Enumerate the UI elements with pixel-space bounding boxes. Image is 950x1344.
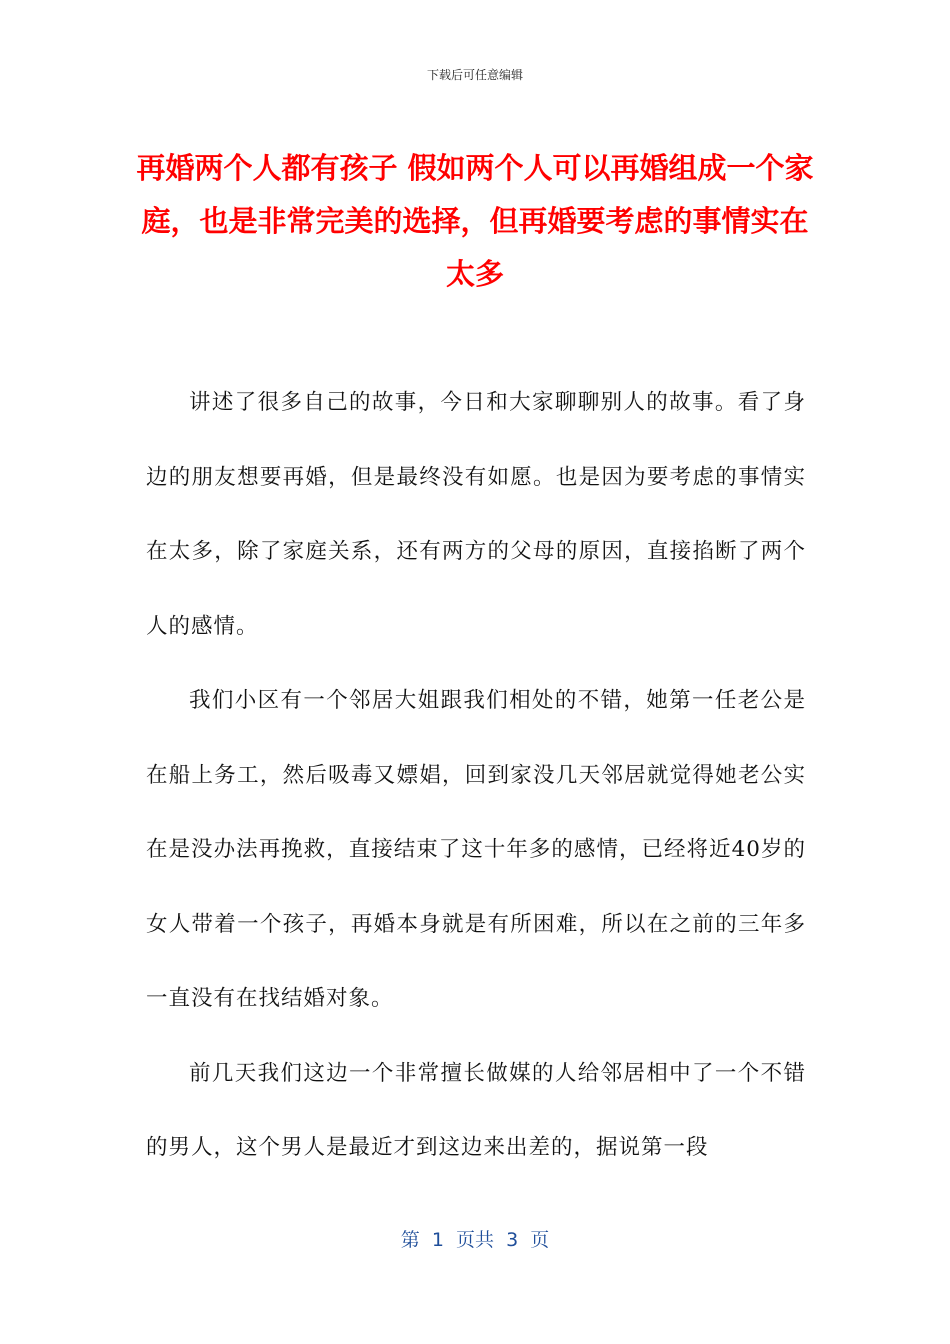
page-number-footer: 第 1 页共 3 页 xyxy=(400,1229,550,1251)
paragraph: 前几天我们这边一个非常擅长做媒的人给邻居相中了一个不错的男人，这个男人是最近才到这边来出差的，据说第一段 xyxy=(146,1060,806,1160)
document-title: 再婚两个人都有孩子 假如两个人可以再婚组成一个家庭，也是非常完美的选择，但再婚要考虑的事情实在太多 xyxy=(136,151,814,291)
document-body xyxy=(146,366,806,1186)
paragraph: 我们小区有一个邻居大姐跟我们相处的不错，她第一任老公是在船上务工，然后吸毒又嫖娼，回到家没几天邻居就觉得她老公实在是没办法再挽救，直接结束了这十年多的感情，已经将近40岁的女人带着一个孩子，再婚本身就是有所困难，所以在之前的三年多一直没有在找结婚对象。 xyxy=(146,688,806,1011)
header-note: 下载后可任意编辑 xyxy=(426,68,523,82)
paragraph: 讲述了很多自己的故事，今日和大家聊聊别人的故事。看了身边的朋友想要再婚，但是最终没有如愿。也是因为要考虑的事情实在太多，除了家庭关系，还有两方的父母的原因，直接掐断了两个人的感情。 xyxy=(146,390,806,639)
